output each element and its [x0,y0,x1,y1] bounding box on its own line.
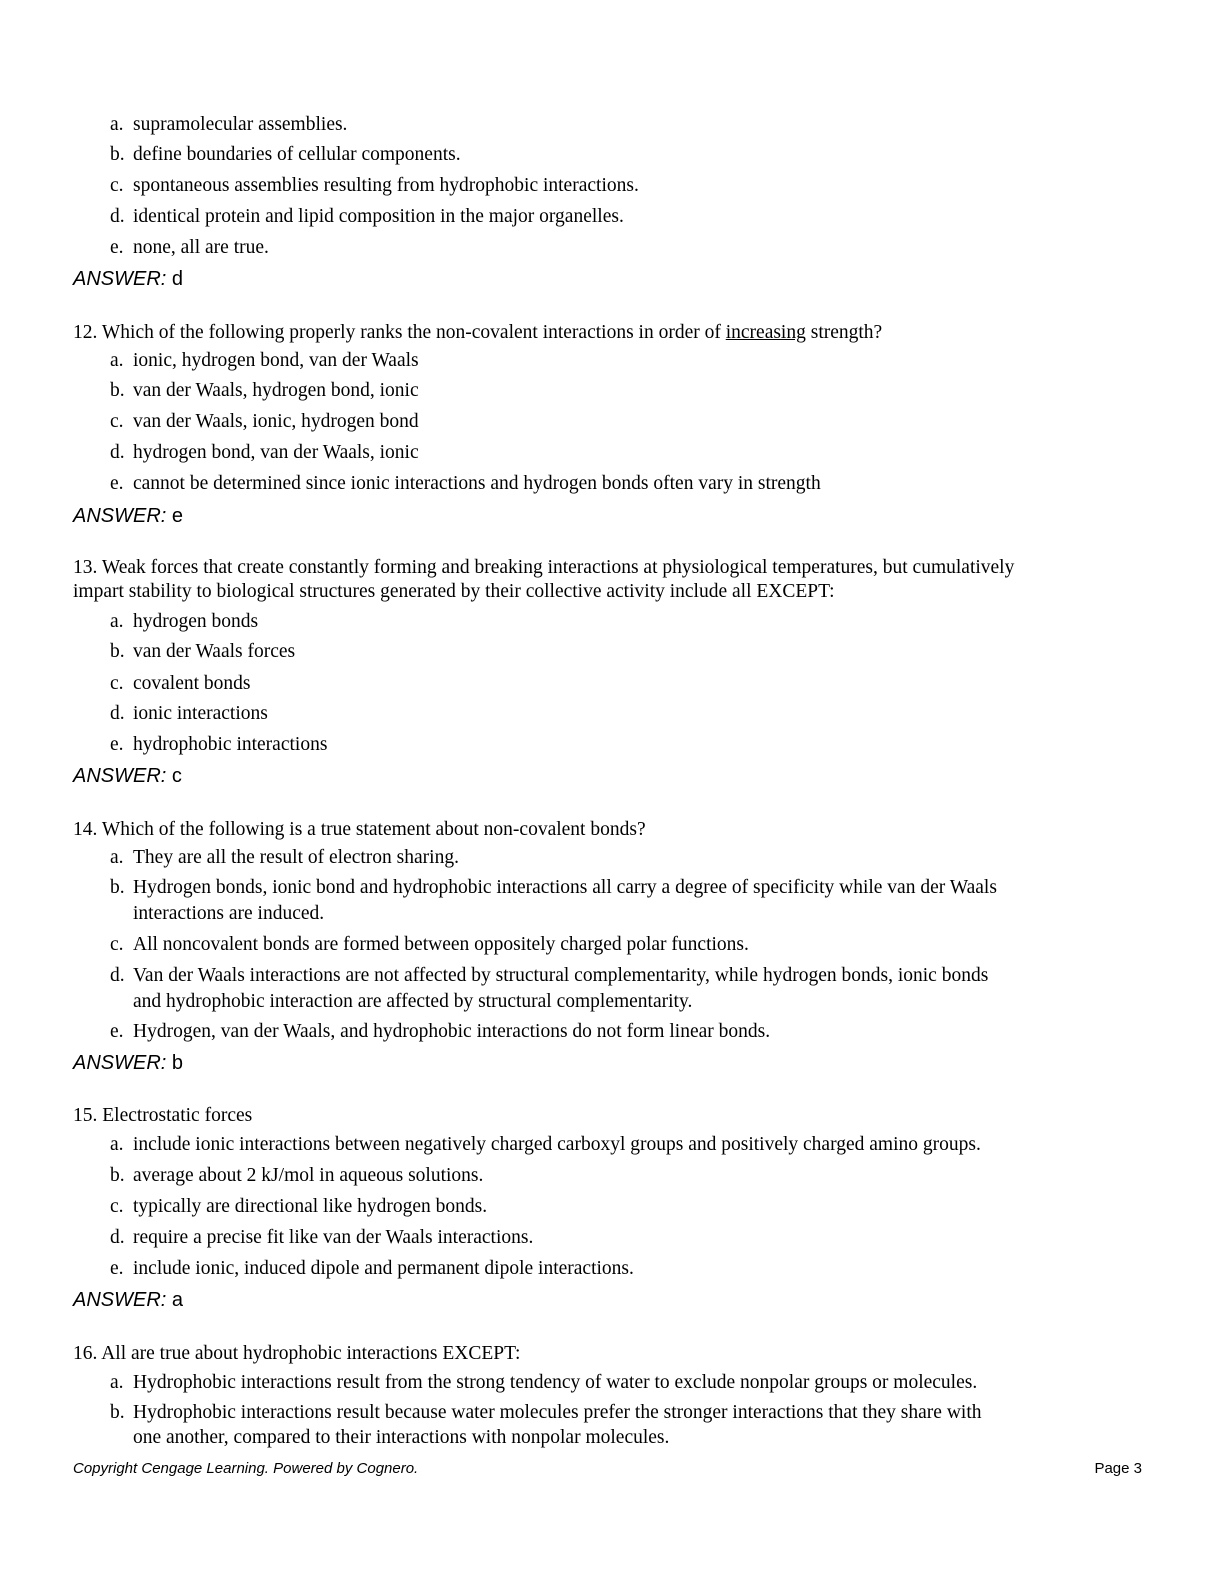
answer-line [73,268,183,290]
option-letter: b. [110,877,125,898]
option-letter: e. [110,734,124,755]
option-letter: a. [110,1372,124,1393]
stem-text: strength? [805,322,883,343]
option-text: include ionic, induced dipole and permanent dipole interactions. [133,1258,634,1279]
option-text: hydrogen bond, van der Waals, ionic [133,442,419,463]
option-letter: b. [110,144,125,165]
option-letter: a. [110,611,124,632]
option-text: van der Waals forces [133,641,296,662]
option-letter: c. [110,175,124,196]
option-letter: a. [110,1134,124,1155]
option-text: cannot be determined since ionic interactions and hydrogen bonds often vary in strength [133,473,821,494]
option-text: Hydrogen, van der Waals, and hydrophobic interactions do not form linear bonds. [133,1021,771,1042]
option-text: Hydrogen bonds, ionic bond and hydrophobic interactions all carry a degree of specificity while van der Waals [133,877,997,898]
question-stem [73,557,1014,579]
stem-text: Which of the following properly ranks the non-covalent interactions in order of [101,322,726,343]
answer-label: ANSWER: [73,268,167,290]
option-text: require a precise fit like van der Waals interactions. [133,1227,534,1248]
footer-copyright: Copyright Cengage Learning. Powered by Cognero. [73,1460,419,1477]
question-number: 14. [73,819,98,840]
option-letter: b. [110,641,125,662]
question-number: 16. [73,1343,98,1364]
option-letter: c. [110,411,124,432]
option-text: supramolecular assemblies. [133,114,348,135]
option-letter: d. [110,206,125,227]
answer-line [73,505,183,527]
answer-line [73,1052,183,1074]
option-text: Hydrophobic interactions result from the strong tendency of water to exclude nonpolar groups or molecules. [133,1372,978,1393]
option-letter: c. [110,934,124,955]
question-stem [73,1343,520,1365]
option-text: van der Waals, ionic, hydrogen bond [133,411,419,432]
question-stem [73,581,834,603]
question-stem [73,322,882,344]
question-stem [73,819,646,841]
option-letter: a. [110,350,124,371]
option-letter: e. [110,237,124,258]
option-text: include ionic interactions between negatively charged carboxyl groups and positively charged amino groups. [133,1134,981,1155]
stem-text: impart stability to biological structures generated by their collective activity include all EXCEPT: [73,581,835,602]
option-letter: d. [110,703,125,724]
option-letter: d. [110,1227,125,1248]
option-letter: b. [110,380,125,401]
option-text: Hydrophobic interactions result because water molecules prefer the stronger interactions that they share with [133,1402,982,1423]
answer-line [73,765,182,787]
option-letter: a. [110,847,124,868]
answer-line [73,1289,183,1311]
option-text: one another, compared to their interactions with nonpolar molecules. [133,1427,670,1448]
option-letter: b. [110,1402,125,1423]
answer-value: c [171,765,182,787]
answer-value: d [171,268,184,290]
option-text: interactions are induced. [133,903,325,924]
answer-label: ANSWER: [73,1289,167,1311]
option-text: ionic, hydrogen bond, van der Waals [133,350,419,371]
option-letter: c. [110,673,124,694]
option-letter: a. [110,114,124,135]
stem-text: Weak forces that create constantly forming and breaking interactions at physiological temperatures, but cumulatively [101,557,1015,578]
option-text: identical protein and lipid composition in the major organelles. [133,206,624,227]
page-number: Page 3 [1094,1460,1142,1477]
option-letter: b. [110,1165,125,1186]
option-text: van der Waals, hydrogen bond, ionic [133,380,419,401]
question-stem [73,1105,252,1127]
option-text: spontaneous assemblies resulting from hydrophobic interactions. [133,175,639,196]
question-number: 15. [73,1105,98,1126]
stem-text: Which of the following is a true statement about non-covalent bonds? [101,819,646,840]
answer-value: e [171,505,184,527]
answer-label: ANSWER: [73,505,167,527]
option-text: and hydrophobic interaction are affected by structural complementarity. [133,991,693,1012]
answer-label: ANSWER: [73,765,167,787]
option-text: average about 2 kJ/mol in aqueous solutions. [133,1165,484,1186]
stem-text: Electrostatic forces [102,1105,253,1126]
option-letter: d. [110,442,125,463]
option-text: define boundaries of cellular components. [133,144,461,165]
option-text: hydrogen bonds [133,611,259,632]
option-text: Van der Waals interactions are not affected by structural complementarity, while hydrogen bonds, ionic bonds [133,965,989,986]
option-text: All noncovalent bonds are formed between oppositely charged polar functions. [133,934,749,955]
option-text: They are all the result of electron sharing. [133,847,459,868]
answer-value: b [171,1052,184,1074]
option-text: none, all are true. [133,237,269,258]
option-text: ionic interactions [133,703,268,724]
option-letter: e. [110,473,124,494]
option-text: typically are directional like hydrogen bonds. [133,1196,488,1217]
question-number: 13. [73,557,98,578]
option-letter: e. [110,1021,124,1042]
option-text: hydrophobic interactions [133,734,328,755]
option-letter: d. [110,965,125,986]
stem-text: All are true about hydrophobic interactions EXCEPT: [101,1343,521,1364]
question-number: 12. [73,322,98,343]
option-letter: c. [110,1196,124,1217]
option-letter: e. [110,1258,124,1279]
option-text: covalent bonds [133,673,251,694]
answer-label: ANSWER: [73,1052,167,1074]
answer-value: a [171,1289,184,1311]
emphasized-word: increasing [725,322,806,343]
